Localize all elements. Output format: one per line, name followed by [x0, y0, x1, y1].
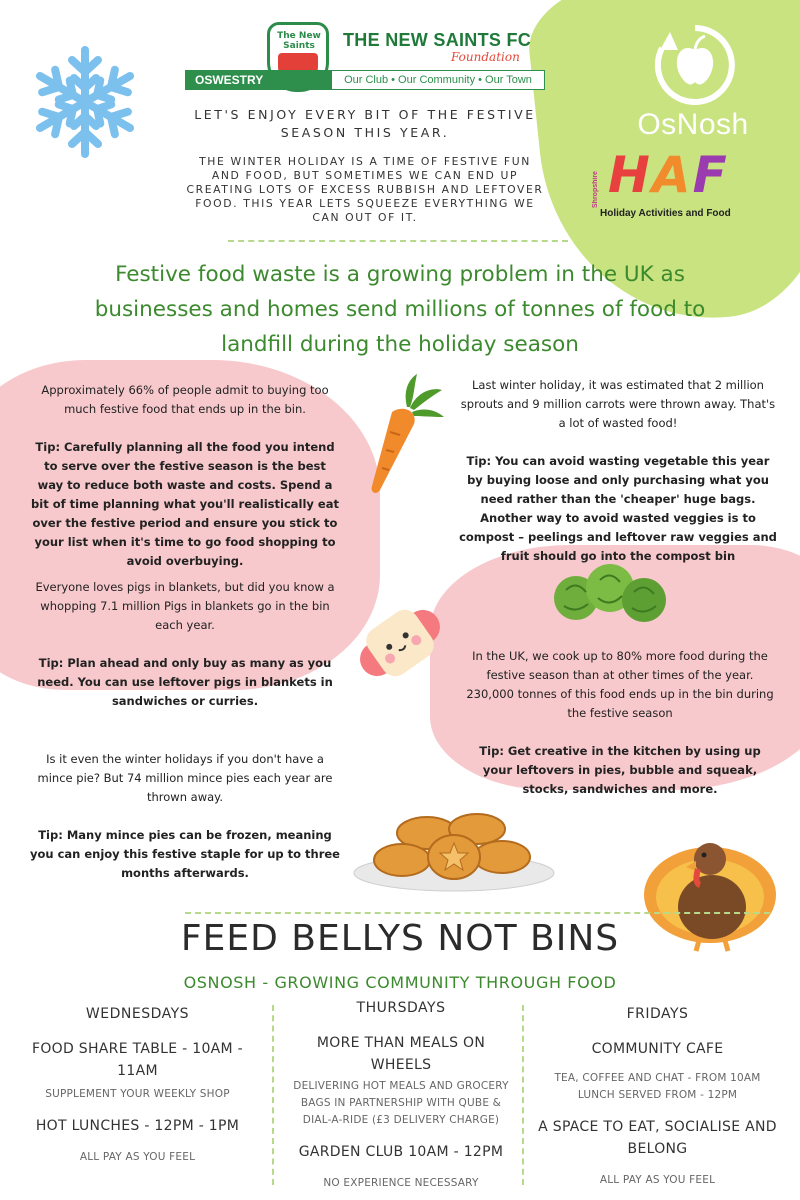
- mince-pies-icon: [352, 805, 557, 895]
- intro-text: THE WINTER HOLIDAY IS A TIME OF FESTIVE FUN AND FOOD, BUT SOMETIMES WE CAN END UP CREATING LOTS OF EXCESS RUBBISH AND LEFTOVER FOOD. THIS YEAR LETS SQUEEZE EVERYTHING WE CAN OUT OF IT.: [186, 155, 544, 224]
- main-statement: Festive food waste is a growing problem in the UK as businesses and homes send millions of tonnes of food to landfill during the holiday season: [94, 262, 706, 357]
- brussels-sprouts-icon: [548, 560, 673, 625]
- footer-divider: [185, 912, 770, 914]
- event-note: ALL PAY AS YOU FEEL: [79, 1151, 196, 1163]
- event-title: GARDEN CLUB 10AM - 12PM: [298, 1144, 504, 1160]
- event-note: NO EXPERIENCE NECESSARY: [323, 1177, 479, 1189]
- fact-text: In the UK, we cook up to 80% more food during the festive season than at other times of the year. 230,000 tonnes of this food ends up in the bin during the festive season: [466, 649, 774, 720]
- event-title: FOOD SHARE TABLE - 10AM - 11AM: [31, 1041, 244, 1079]
- footer-title: FEED BELLYS NOT BINS: [180, 918, 620, 959]
- tip-text: Tip: Many mince pies can be frozen, meaning you can enjoy this festive staple for up to three months afterwards.: [30, 828, 340, 880]
- footer-subtitle: OSNOSH - GROWING COMMUNITY THROUGH FOOD: [183, 973, 617, 992]
- headline: LET'S ENJOY EVERY BIT OF THE FESTIVE SEASON THIS YEAR.: [194, 107, 536, 140]
- column-divider: [522, 1005, 524, 1185]
- fact-pigs-in-blankets: [30, 578, 340, 711]
- event-title: A SPACE TO EAT, SOCIALISE AND BELONG: [538, 1119, 777, 1157]
- event-title: HOT LUNCHES - 12PM - 1PM: [35, 1118, 240, 1134]
- divider: [228, 240, 568, 242]
- club-foundation: Foundation: [451, 50, 520, 64]
- tip-text: Tip: Plan ahead and only buy as many as you need. You can use leftover pigs in blankets in sandwiches or curries.: [37, 656, 333, 708]
- fact-vegetables: [458, 376, 778, 566]
- club-name: THE NEW SAINTS FC: [343, 30, 532, 50]
- tip-text: Tip: You can avoid wasting vegetable this year by buying loose and only purchasing what you need rather than the 'cheaper' huge bags. Another way to avoid wasted veggies is to compost – peelings and leftover raw veggies and fruit should go into the compost bin: [459, 454, 777, 563]
- event-note: DELIVERING HOT MEALS AND GROCERY BAGS IN PARTNERSHIP WITH QUBE & DIAL-A-RIDE (£3 DELIVERY CHARGE): [293, 1080, 509, 1126]
- day-label: WEDNESDAYS: [85, 1006, 190, 1022]
- osnosh-logo: [628, 20, 758, 150]
- schedule-thursday: [285, 1000, 517, 1192]
- new-saints-logo: [185, 20, 545, 95]
- haf-wordmark: HAF: [608, 146, 729, 204]
- osnosh-wordmark: OsNosh: [637, 108, 749, 141]
- schedule-wednesday: [20, 1006, 255, 1166]
- club-banner: [185, 70, 545, 90]
- fact-cooking: [465, 647, 775, 799]
- event-note: TEA, COFFEE AND CHAT - FROM 10AM LUNCH SERVED FROM - 12PM: [554, 1072, 761, 1101]
- pigs-in-blankets-icon: [345, 588, 455, 698]
- haf-region: Shropshire: [592, 171, 599, 208]
- fact-text: Approximately 66% of people admit to buying too much festive food that ends up in the bin.: [41, 383, 329, 416]
- tip-text: Tip: Get creative in the kitchen by using up your leftovers in pies, bubble and squeak, stocks, sandwiches and more.: [479, 744, 761, 796]
- fact-mince-pies: [30, 750, 340, 883]
- haf-logo: [590, 146, 795, 225]
- day-label: FRIDAYS: [626, 1006, 689, 1022]
- fact-text: Last winter holiday, it was estimated that 2 million sprouts and 9 million carrots were thrown away. That's a lot of wasted food!: [460, 378, 776, 430]
- tip-text: Tip: Carefully planning all the food you intend to serve over the festive season is the best way to reduce both waste and costs. Spend a bit of time planning what you'll realistically eat over the festive period and ensure you stick to your list when it's time to go food shopping to avoid overbuying.: [31, 440, 339, 568]
- event-note: SUPPLEMENT YOUR WEEKLY SHOP: [45, 1088, 230, 1100]
- fact-overbuying: [30, 381, 340, 571]
- day-label: THURSDAYS: [356, 1000, 446, 1016]
- fact-text: Everyone loves pigs in blankets, but did you know a whopping 7.1 million Pigs in blankets go in the bin each year.: [35, 580, 335, 632]
- column-divider: [272, 1005, 274, 1185]
- crest-text: The New Saints: [277, 31, 321, 51]
- club-tagline: Our Club • Our Community • Our Town: [331, 70, 545, 90]
- carrot-icon: [362, 372, 447, 497]
- fact-text: Is it even the winter holidays if you don't have a mince pie? But 74 million mince pies each year are thrown away.: [37, 752, 333, 804]
- snowflake-icon: [30, 40, 140, 165]
- schedule-friday: [535, 1006, 780, 1189]
- event-title: COMMUNITY CAFE: [591, 1041, 724, 1057]
- haf-subtitle: Holiday Activities and Food: [600, 208, 731, 219]
- event-note: ALL PAY AS YOU FEEL: [599, 1174, 716, 1186]
- event-title: MORE THAN MEALS ON WHEELS: [316, 1035, 486, 1073]
- club-town: OSWESTRY: [195, 73, 264, 87]
- recycle-apple-icon: [650, 20, 740, 110]
